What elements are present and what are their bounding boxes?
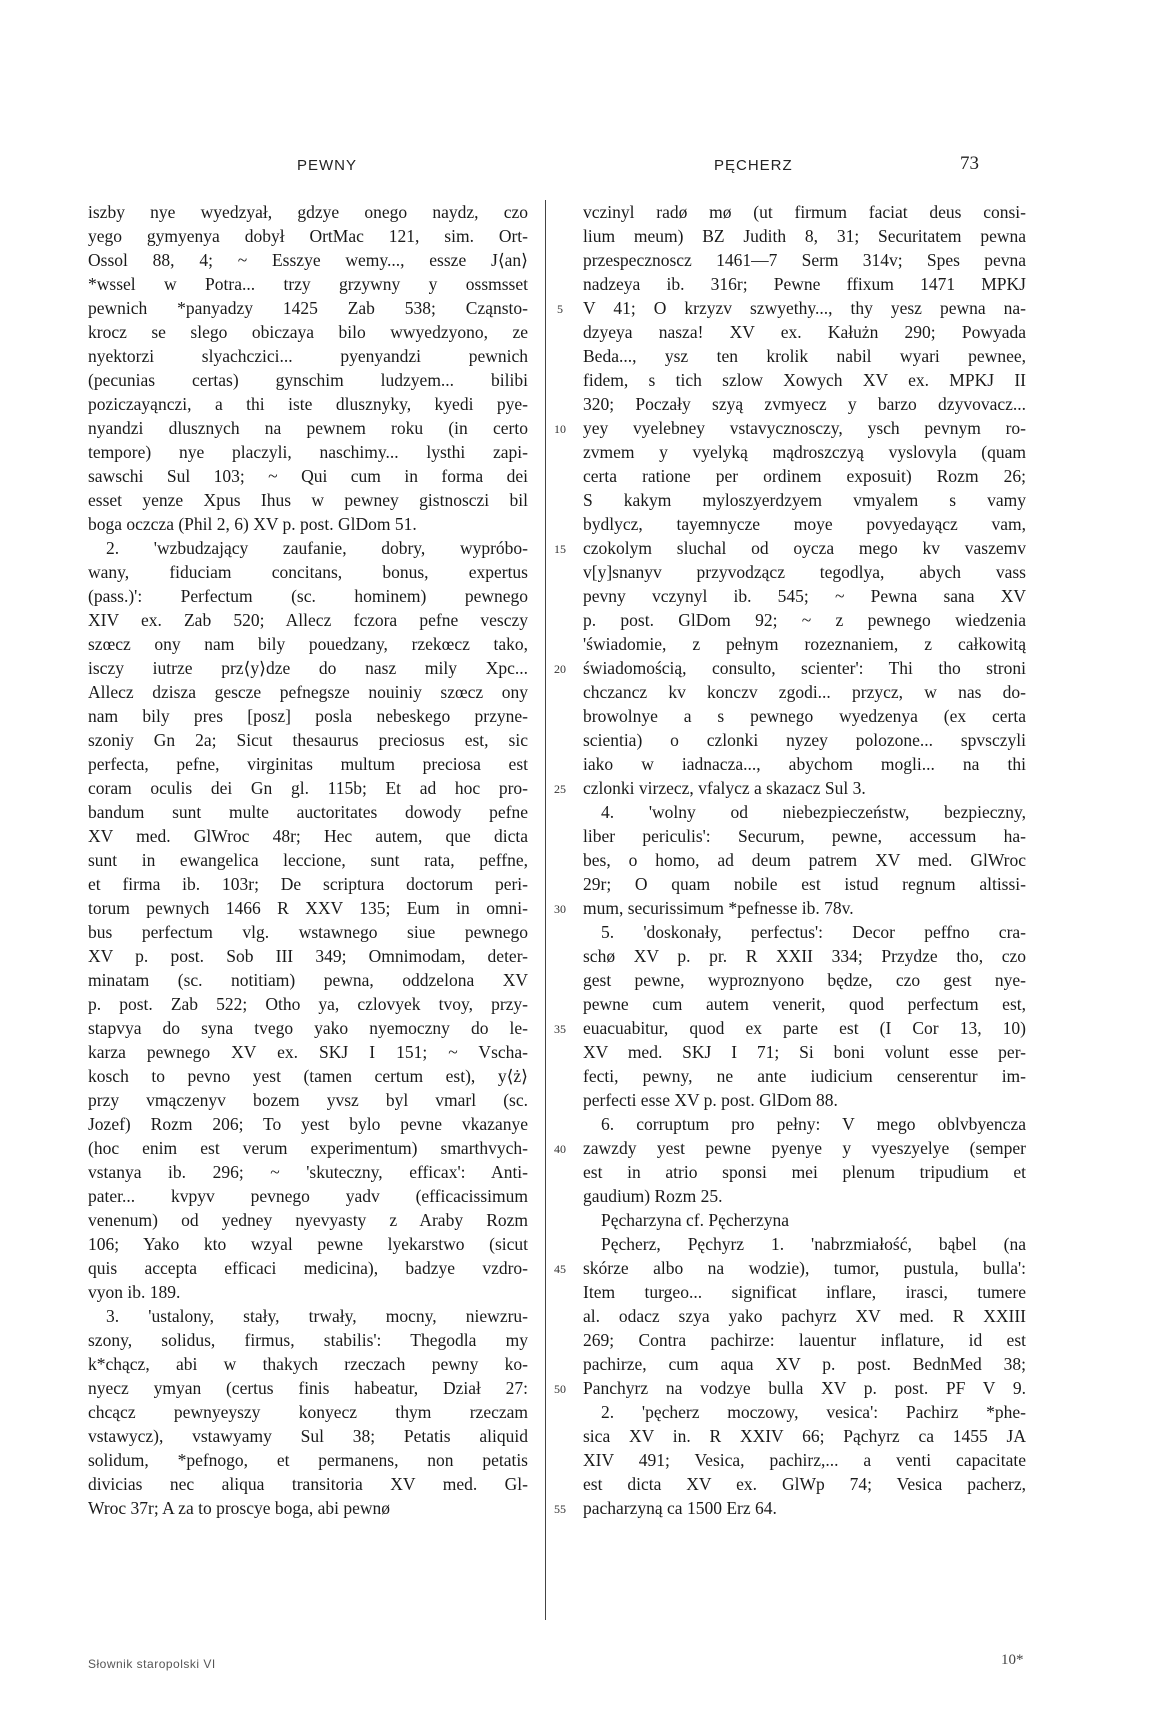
text-line: przespecznoscz 1461—7 Serm 314v; Spes pevna [583, 250, 1026, 270]
text-line: lium meum) BZ Judith 8, 31; Securitatem pewna [583, 226, 1026, 246]
line-number: 25 [554, 782, 566, 796]
text-line: vczinyl radø mø (ut firmum faciat deus consi- [583, 202, 1026, 222]
text-line: boga oczcza (Phil 2, 6) XV p. post. GlDom 51. [88, 514, 417, 534]
text-line: pacharzyną ca 1500 Erz 64. [583, 1498, 777, 1518]
text-line: (pecunias certas) gynschim ludzyem... bilibi [88, 370, 528, 390]
text-line: Pęcharzyna cf. Pęcherzyna [601, 1210, 790, 1230]
text-line: XV med. SKJ I 71; Si boni volunt esse per- [583, 1042, 1026, 1062]
text-line: gest pewne, wyproznyono będze, czo gest nye- [583, 970, 1026, 990]
text-line: wany, fiduciam concitans, bonus, expertus [88, 562, 528, 582]
text-line: 2. 'pęcherz moczowy, vesica': Pachirz *phe- [601, 1402, 1026, 1422]
text-line: vyon ib. 189. [88, 1282, 181, 1302]
text-line: świadomością, consulto, scienter': Thi tho stroni [583, 658, 1026, 678]
text-line: p. post. Zab 522; Otho ya, czlovyek tvoy, przy- [88, 994, 528, 1014]
text-line: XV med. GlWroc 48r; Hec autem, que dicta [88, 826, 528, 846]
text-line: 106; Yako kto wzyal pewne lyekarstwo (sicut [88, 1234, 528, 1254]
text-line: bandum sunt multe auctoritates dowody pefne [88, 802, 528, 822]
text-line: XIV 491; Vesica, pachirz,... a venti capacitate [583, 1450, 1026, 1470]
text-line: 4. 'wolny od niebezpieczeństw, bezpieczny, [601, 802, 1026, 822]
text-line: yego gymyenya dobył OrtMac 121, sim. Ort- [88, 226, 528, 246]
text-line: bus perfectum vlg. wstawnego siue pewnego [88, 922, 528, 942]
text-line: quis accepta efficaci medicina), badzye vzdro- [88, 1258, 528, 1278]
text-line: yey vyelebney vstavycznosczy, ysch pevnym ro- [583, 418, 1026, 438]
text-line: czlonki virzecz, vfalycz a skazacz Sul 3. [583, 778, 866, 798]
text-line: est in atrio sponsi mei plenum tripudium et [583, 1162, 1026, 1182]
text-line: coram oculis dei Gn gl. 115b; Et ad hoc pro- [88, 778, 528, 798]
text-line: (hoc enim est verum experimentum) smarthvych- [88, 1138, 528, 1158]
text-line: sawschi Sul 103; ~ Qui cum in forma dei [88, 466, 528, 486]
text-line: dzyeya nasza! XV ex. Kałużn 290; Powyada [583, 322, 1026, 342]
text-line: venenum) od yedney nyevyasty z Araby Rozm [88, 1210, 528, 1230]
text-line: szony, solidus, firmus, stabilis': Thegodla my [88, 1330, 528, 1350]
text-line: v[y]snanyv przyvodzącz tegodlya, abych vass [583, 562, 1026, 582]
line-number: 20 [554, 662, 566, 676]
text-line: k*chącz, abi w thakych rzeczach pewny ko- [88, 1354, 528, 1374]
text-line: 320; Poczały szyą zvmyecz y barzo dzyvovacz... [583, 394, 1026, 414]
running-head-left: PEWNY [297, 157, 358, 174]
text-line: 5. 'doskonały, perfectus': Decor peffno cra- [601, 922, 1026, 942]
text-line: fidem, s tich szlow Xowych XV ex. MPKJ II [583, 370, 1026, 390]
text-line: liber periculis': Securum, pewne, accessum ha- [583, 826, 1026, 846]
text-line: et firma ib. 103r; De scriptura doctorum peri- [88, 874, 528, 894]
footer-sheet-mark: 10* [1001, 1652, 1024, 1668]
line-number: 50 [554, 1382, 566, 1396]
text-line: XIV ex. Zab 520; Allecz fczora pefne vesczy [88, 610, 528, 630]
text-line: szoniy Gn 2a; Sicut thesaurus preciosus est, sic [88, 730, 528, 750]
text-line: pevny vczynyl ib. 545; ~ Pewna sana XV [583, 586, 1026, 606]
line-number: 30 [554, 902, 566, 916]
text-line: pewnich *panyadzy 1425 Zab 538; Cząnsto- [88, 298, 528, 318]
text-line: tempore) nye placzyli, naschimy... lysthi zapi- [88, 442, 528, 462]
line-number: 35 [554, 1022, 566, 1036]
text-line: schø XV p. pr. R XXII 334; Przydze tho, czo [583, 946, 1026, 966]
left-column [88, 200, 528, 1620]
text-line: 269; Contra pachirze: lauentur inflature, id est [583, 1330, 1026, 1350]
text-line: fecti, pewny, ne ante iudicium censerentur im- [583, 1066, 1026, 1086]
text-line: nadzeya ib. 316r; Pewne ffixum 1471 MPKJ [583, 274, 1026, 294]
text-line: divicias nec aliqua transitoria XV med. Gl- [88, 1474, 528, 1494]
text-line: (pass.)': Perfectum (sc. hominem) pewnego [88, 586, 528, 606]
line-number: 15 [554, 542, 566, 556]
text-line: kosch to pevno yest (tamen certum est), y⟨ż⟩ [88, 1066, 528, 1086]
text-line: iako w iadnacza..., abychom mogli... na thi [583, 754, 1026, 774]
text-line: Panchyrz na vodzye bulla XV p. post. PF V 9. [583, 1378, 1026, 1398]
text-line: iszby nye wyedzyał, gdzye onego naydz, czo [88, 202, 528, 222]
text-line: p. post. GlDom 92; ~ z pewnego wiedzenia [583, 610, 1026, 630]
text-line: vstanya ib. 296; ~ 'skuteczny, efficax': Anti- [88, 1162, 528, 1182]
text-line: Pęcherz, Pęchyrz 1. 'nabrzmiałość, bąbel (na [601, 1234, 1026, 1254]
text-line: bes, o homo, ad deum patrem XV med. GlWroc [583, 850, 1026, 870]
text-line: bydlycz, tayemnycze moye povyedayącz vam, [583, 514, 1026, 534]
text-line: krocz se slego obiczaya bilo wwyedzyono, ze [88, 322, 528, 342]
running-head-right: PĘCHERZ [714, 157, 793, 174]
footer-signature: Słownik staropolski VI [88, 1657, 216, 1671]
right-column [583, 200, 1026, 1620]
text-line: minatam (sc. notitiam) pewna, oddzelona XV [88, 970, 528, 990]
text-line: Allecz dzisza gescze pefnegsze nouiniy szœcz ony [88, 682, 528, 702]
text-line: torum pewnych 1466 R XXV 135; Eum in omni- [88, 898, 528, 918]
text-line: pewne cum autem venerit, quod perfectum est, [583, 994, 1026, 1014]
text-line: nyecz ymyan (certus finis habeatur, Dział 27: [88, 1378, 528, 1398]
text-line: est dicta XV ex. GlWp 74; Vesica pacherz, [583, 1474, 1026, 1494]
text-line: XV p. post. Sob III 349; Omnimodam, deter- [88, 946, 528, 966]
text-line: browolnye a s pewnego wyedzenya (ex certa [583, 706, 1026, 726]
text-line: isczy iutrze prz⟨y⟩dze do nasz mily Xpc... [88, 658, 528, 678]
text-line: 6. corruptum pro pełny: V mego oblvbyencza [601, 1114, 1026, 1134]
line-number: 5 [557, 302, 563, 316]
text-line: 3. 'ustalony, stały, trwały, mocny, niewzru- [106, 1306, 528, 1326]
line-number: 45 [554, 1262, 566, 1276]
page-number: 73 [960, 153, 979, 174]
text-line: nyandzi dlusznych na pewnem roku (in certo [88, 418, 528, 438]
text-line: sunt in ewangelica leccione, sunt rata, peffne, [88, 850, 528, 870]
text-line: S kakym myloszyerdzyem vmyalem s vamy [583, 490, 1026, 510]
text-line: gaudium) Rozm 25. [583, 1186, 723, 1206]
line-number: 55 [554, 1502, 566, 1516]
text-line: perfecti esse XV p. post. GlDom 88. [583, 1090, 838, 1110]
text-line: nyektorzi slyachczici... pyenyandzi pewnich [88, 346, 528, 366]
text-line: Jozef) Rozm 206; To yest bylo pevne vkazanye [88, 1114, 528, 1134]
text-line: Ossol 88, 4; ~ Esszye wemy..., essze J⟨an⟩ [88, 250, 528, 270]
text-line: Wroc 37r; A za to proscye boga, abi pewnø [88, 1498, 391, 1518]
text-line: 'świadomie, z pełnym rozeznaniem, z całkowitą [583, 634, 1026, 654]
text-line: poziczayąnczi, a thi iste dlusznyky, kyedi pye- [88, 394, 528, 414]
line-number: 40 [554, 1142, 566, 1156]
text-line: czokolym sluchal od oycza mego kv vaszemv [583, 538, 1026, 558]
text-line: przy vmączenyv bozem yvsz byl vmarl (sc. [88, 1090, 528, 1110]
text-line: al. odacz szya yako pachyrz XV med. R XXIII [583, 1306, 1026, 1326]
text-line: Beda..., ysz ten krolik nabil wyari pewnee, [583, 346, 1026, 366]
text-line: solidum, *pefnogo, et permanens, non petatis [88, 1450, 528, 1470]
text-line: pater... kvpyv pevnego yadv (efficacissimum [88, 1186, 528, 1206]
text-line: chczancz kv konczv zgodi... przycz, w nas do- [583, 682, 1026, 702]
text-line: Item turgeo... significat inflare, irasci, tumere [583, 1282, 1026, 1302]
text-line: sica XV in. R XXIV 66; Pąchyrz ca 1455 JA [583, 1426, 1026, 1446]
column-divider [545, 200, 546, 1620]
text-line: vstawycz), vstawyamy Sul 38; Petatis aliquid [88, 1426, 528, 1446]
text-line: stapvya do syna tvego yako nyemoczny do le- [88, 1018, 528, 1038]
text-line: pachirze, cum aqua XV p. post. BednMed 38; [583, 1354, 1026, 1374]
text-line: nam bily pres [posz] posla nebeskego przyne- [88, 706, 528, 726]
text-line: mum, securissimum *pefnesse ib. 78v. [583, 898, 854, 918]
text-line: karza pewnego XV ex. SKJ I 151; ~ Vscha- [88, 1042, 528, 1062]
text-line: certa ratione per ordinem exposuit) Rozm 26; [583, 466, 1026, 486]
text-line: perfecta, pefne, virginitas multum preciosa est [88, 754, 528, 774]
text-line: V 41; O krzyzv szwyethy..., thy yesz pewna na- [583, 298, 1026, 318]
text-line: zawzdy yest pewne pyenye y vyeszyelye (semper [583, 1138, 1026, 1158]
text-line: *wssel w Potra... trzy grzywny y ossmsset [88, 274, 528, 294]
text-line: scientia) o czlonki nyzey polozone... spvsczyli [583, 730, 1026, 750]
text-line: esset yenze Xpus Ihus w pewney gistnosczi bil [88, 490, 528, 510]
text-line: euacuabitur, quod ex parte est (I Cor 13, 10) [583, 1018, 1026, 1038]
text-line: 2. 'wzbudzający zaufanie, dobry, wypróbo- [106, 538, 528, 558]
text-line: skórze albo na wodzie), tumor, pustula, bulla': [583, 1258, 1026, 1278]
line-number: 10 [554, 422, 566, 436]
text-line: chcącz pewnyeyszy konyecz thym rzeczam [88, 1402, 528, 1422]
text-line: szœcz ony nam bily pouedzany, rzekœcz tako, [88, 634, 528, 654]
text-line: 29r; O quam nobile est istud regnum altissi- [583, 874, 1026, 894]
text-line: zvmem y vyelyką mądroszczyą vyslovyla (quam [583, 442, 1026, 462]
